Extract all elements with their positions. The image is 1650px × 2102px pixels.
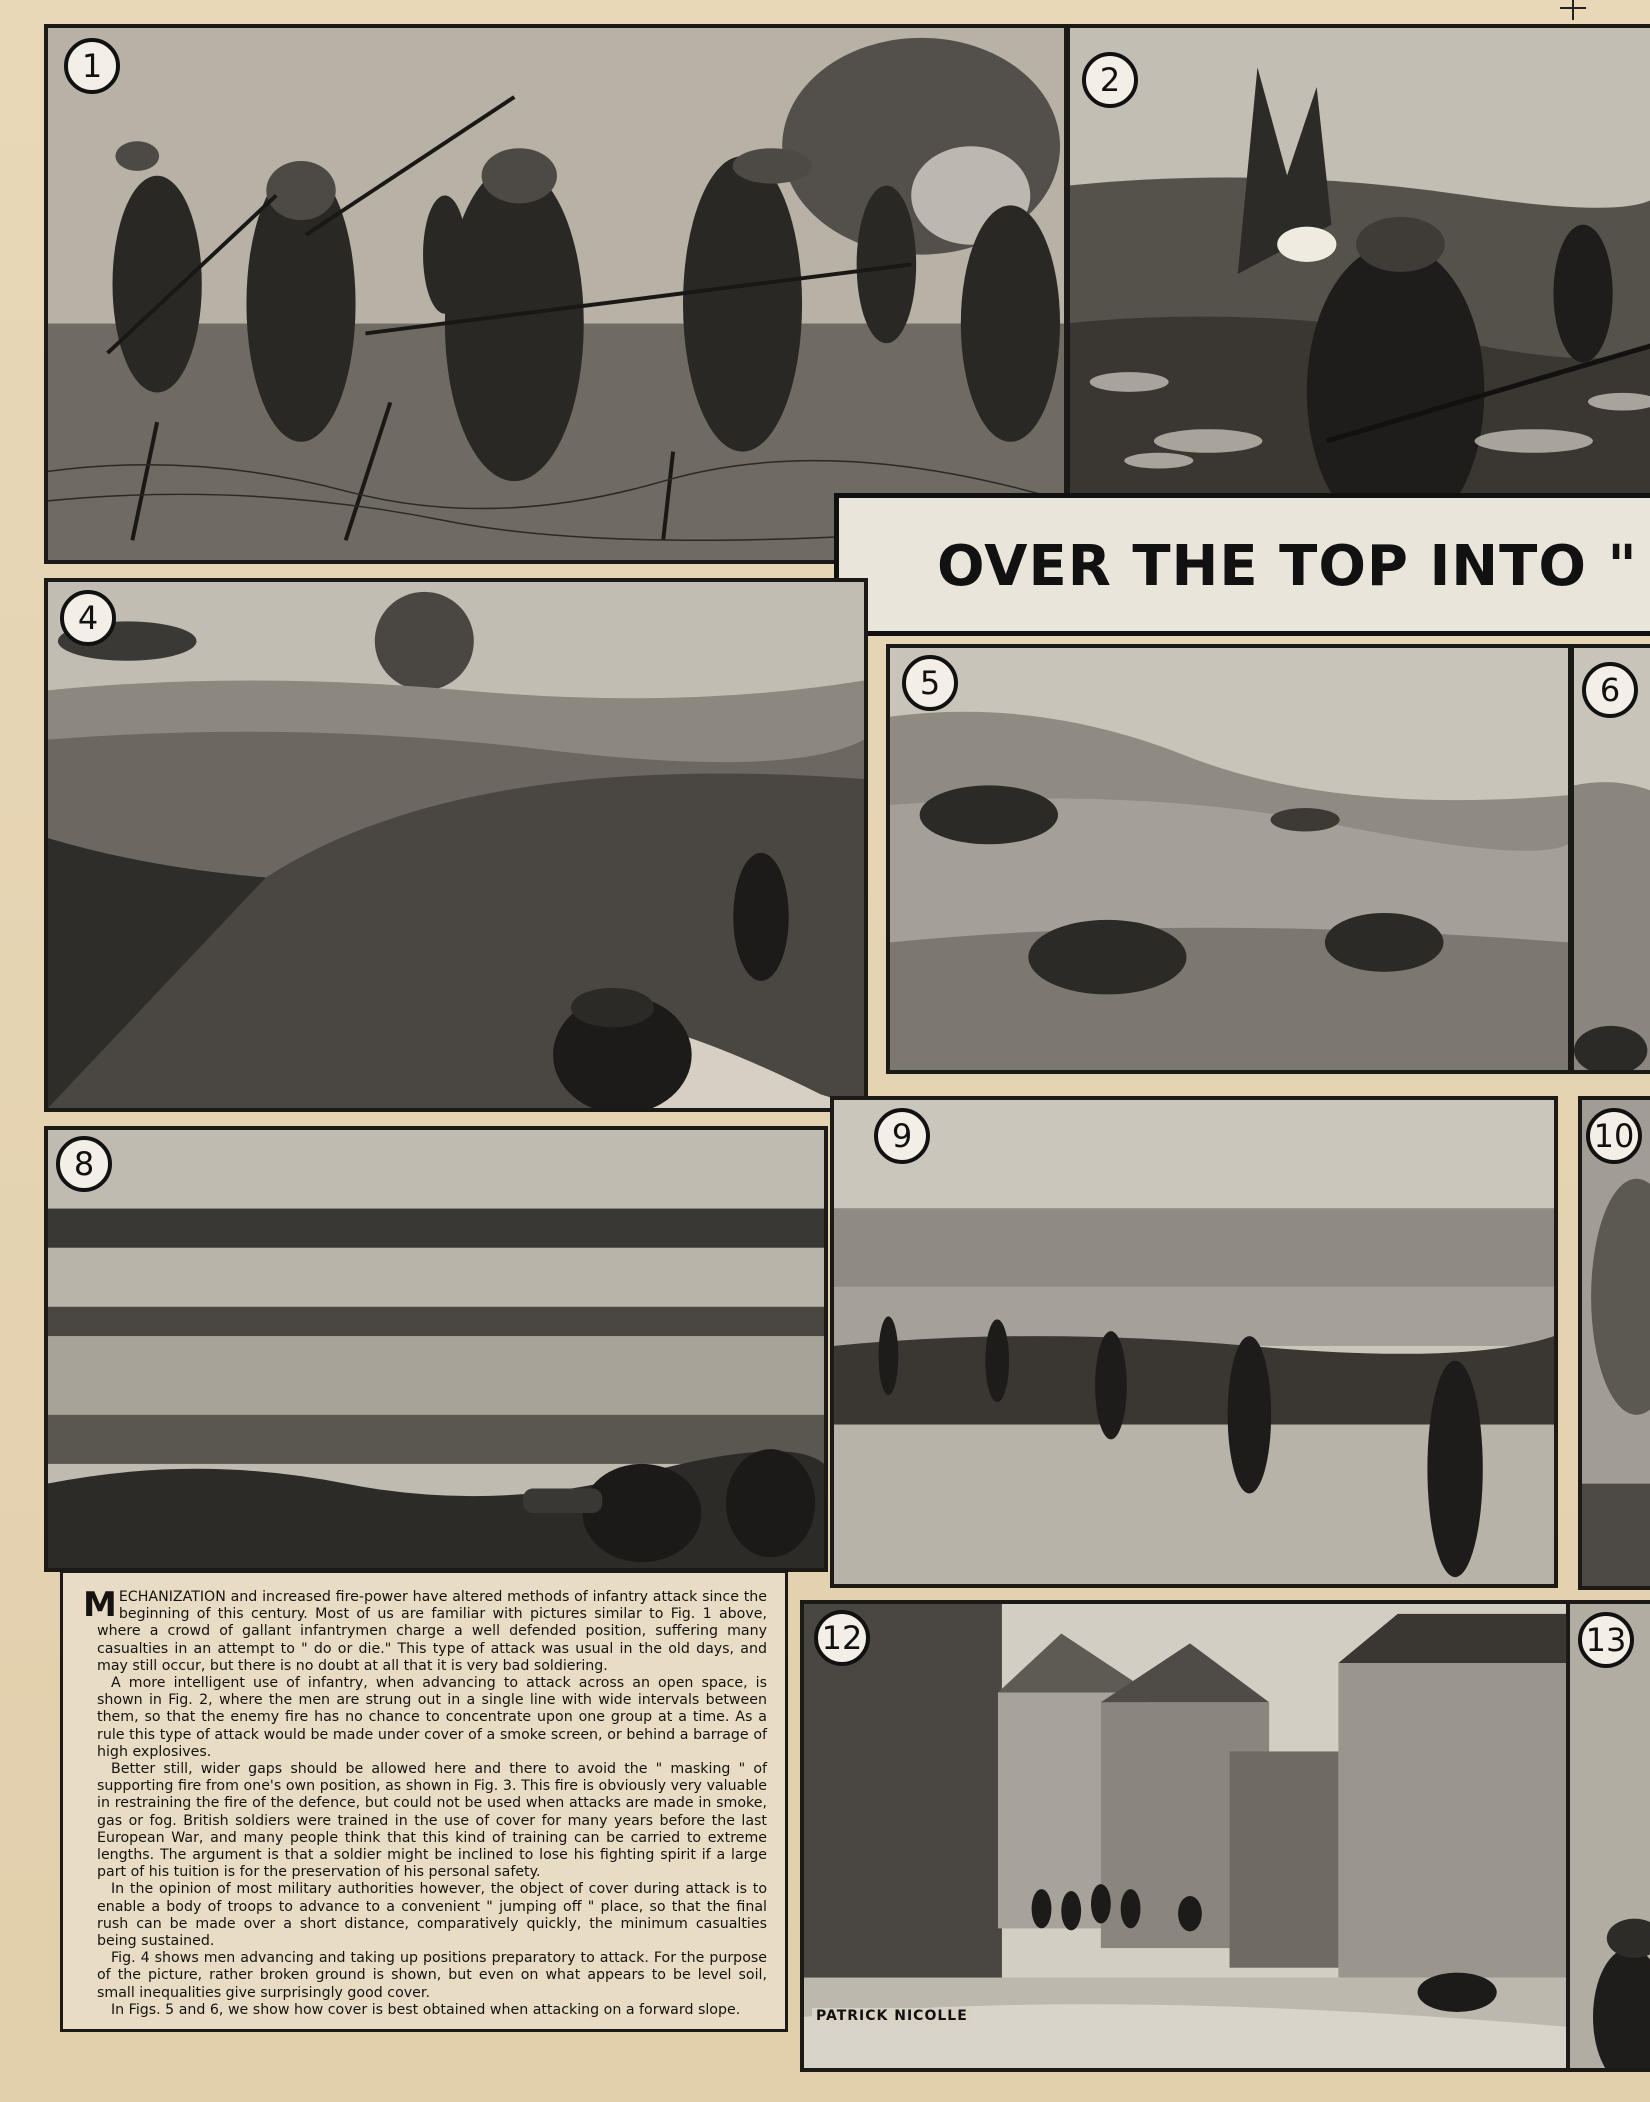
- figure-number-8: 8: [56, 1136, 112, 1192]
- article-paragraph-1: [83, 1585, 767, 1675]
- village-street-drawing: [804, 1604, 1566, 2068]
- forward-slope-drawing: [890, 648, 1568, 1070]
- open-fields-drawing: [48, 1130, 824, 1568]
- figure-number-4: 4: [60, 590, 116, 646]
- figure-number-5: 5: [902, 655, 958, 711]
- article-text: [60, 1570, 788, 2032]
- article-paragraph-5: Fig. 4 shows men advancing and taking up positions preparatory to attack. For the purpose of the picture, rather broken ground is shown, but even on what appears to be level soil, small inequalities give surprisingly good cover.: [97, 1950, 767, 2001]
- figure-number-6: 6: [1582, 662, 1638, 718]
- article-paragraph-3: Better still, wider gaps should be allowed here and there to avoid the " masking " of supporting fire from one's own position, as shown in Fig. 3. This fire is obviously very valuable in restraining the fire of the defence, but could not be used when attacks are made in smoke, gas or fog. British soldiers were trained in the use of cover for many years before the last European War, and many people think that this kind of training can be carried to extreme lengths. The argument is that a soldier might be inclined to lose his fighting spirit if a large part of his tuition is for the preservation of his personal safety.: [97, 1761, 767, 1881]
- illustration-fig-1-bayonet-charge: [44, 24, 1068, 564]
- figure-number-2: 2: [1082, 52, 1138, 108]
- illustration-fig-5-forward-slope: [886, 644, 1572, 1074]
- illustration-fig-2-extended-line: [1066, 24, 1650, 504]
- extended-line-drawing: [1070, 28, 1650, 500]
- article-paragraph-2: A more intelligent use of infantry, when advancing to attack across an open space, is shown in Fig. 2, where the men are strung out in a single line with wide intervals between them, so that the enemy fire has no chance to concentrate upon one group at a time. As a rule this type of attack would be made under cover of a smoke screen, or behind a barrage of high explosives.: [97, 1675, 767, 1760]
- figure-number-9: 9: [874, 1108, 930, 1164]
- figure-number-12: 12: [814, 1610, 870, 1666]
- field-advance-drawing: [834, 1100, 1554, 1584]
- fig-10-drawing: [1582, 1100, 1650, 1586]
- article-paragraph-4: In the opinion of most military authorities however, the object of cover during attack is to enable a body of troops to advance to a convenient " jumping off " place, so that the final rush can be made over a short distance, comparatively quickly, the minimum casualties being sustained.: [97, 1881, 767, 1950]
- article-paragraph-6: In Figs. 5 and 6, we show how cover is best obtained when attacking on a forward slope.: [111, 2001, 741, 2018]
- headline-box: [834, 493, 1650, 636]
- article-paragraph-1-text: ECHANIZATION and increased fire-power have altered methods of infantry attack since the beginning of this century. Most of us are familiar with pictures similar to Fig. 1 above, where a crowd of gallant infantrymen charge a well defended position, suffering many casualties in an attempt to " do or die." This type of attack was usual in the old days, and may still occur, but there is no doubt at all that it is very bad soldiering.: [97, 1589, 767, 1674]
- advancing-scene-drawing: [48, 582, 864, 1108]
- artist-signature: PATRICK NICOLLE: [812, 2008, 972, 2024]
- illustration-fig-10: [1578, 1096, 1650, 1590]
- illustration-fig-13: [1566, 1600, 1650, 2072]
- illustration-fig-4-advancing: [44, 578, 868, 1112]
- illustration-fig-9-advance-through-field: [830, 1096, 1558, 1588]
- crop-mark-icon: [1558, 0, 1588, 22]
- figure-number-13: 13: [1578, 1612, 1634, 1668]
- figure-number-1: 1: [64, 38, 120, 94]
- charge-scene-drawing: [48, 28, 1064, 560]
- figure-number-10: 10: [1586, 1108, 1642, 1164]
- fig-13-drawing: [1570, 1604, 1650, 2068]
- headline: OVER THE TOP INTO ": [937, 534, 1638, 599]
- illustration-fig-8-open-fields: [44, 1126, 828, 1572]
- article-dropcap: M: [83, 1585, 117, 1625]
- illustration-fig-12-village-street: [800, 1600, 1570, 2072]
